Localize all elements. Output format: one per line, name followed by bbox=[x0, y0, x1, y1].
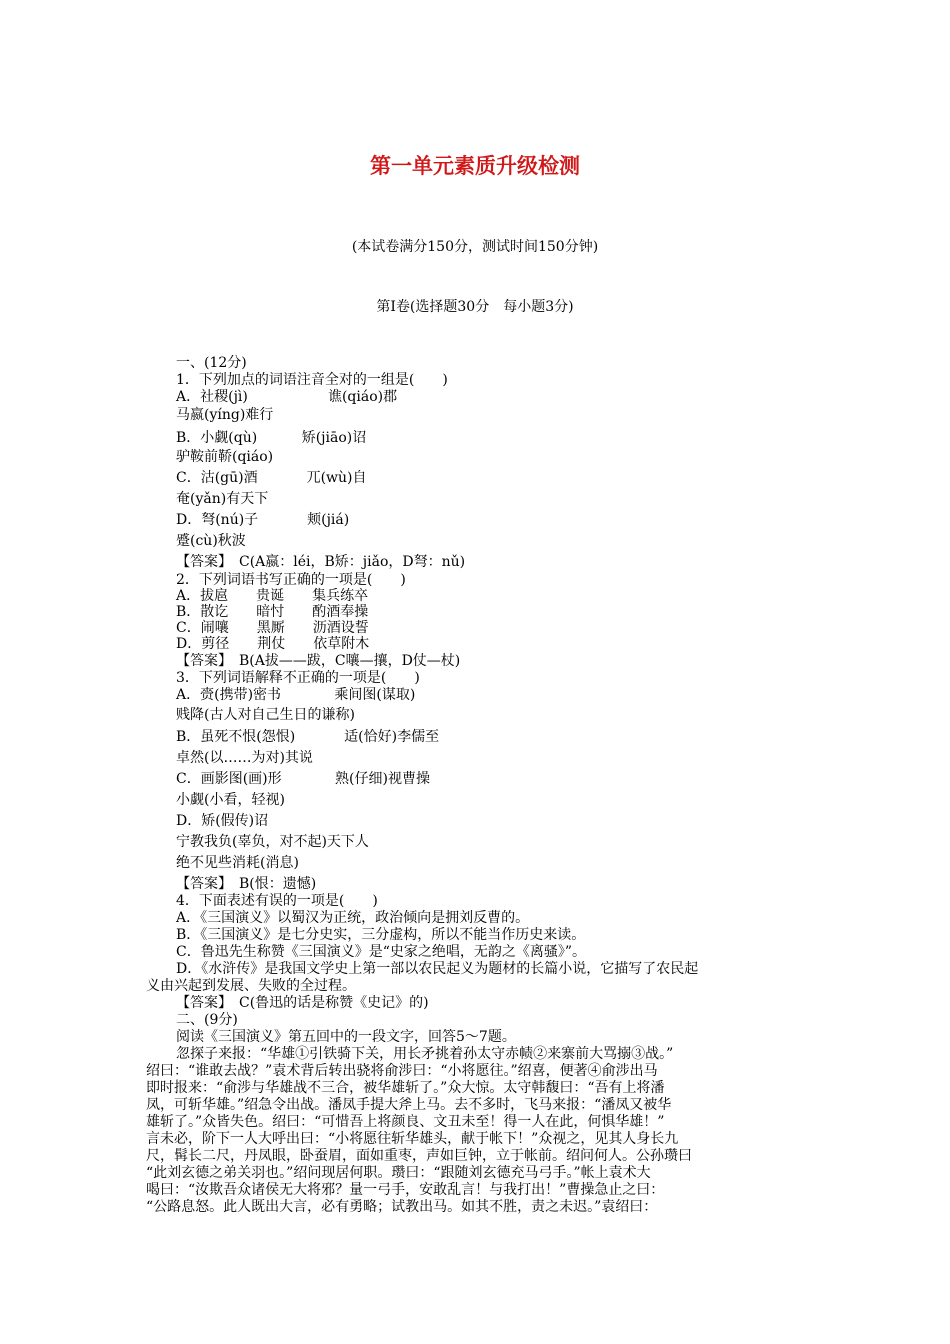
text-line: 卓然(以……为对)其说 bbox=[176, 750, 313, 766]
text-line: 凤，可斩华雄。”绍急令出战。潘凤手提大斧上马。去不多时，飞马来报：“潘凤又被华 bbox=[146, 1097, 672, 1113]
text-line: 马嬴(yíng)难行 bbox=[176, 407, 274, 423]
section-heading: 第Ⅰ卷(选择题30分 每小题3分) bbox=[376, 299, 574, 315]
text-line: “此刘玄德之弟关羽也。”绍问现居何职。瓒曰：“跟随刘玄德充马弓手。”帐上袁术大 bbox=[146, 1165, 651, 1181]
text-line: 一、(12分) bbox=[176, 355, 247, 371]
text-line: B．《三国演义》是七分史实，三分虚构，所以不能当作历史来读。 bbox=[176, 927, 586, 943]
text-line: 3．下列词语解释不正确的一项是( ) bbox=[176, 670, 420, 686]
text-line: D．《水浒传》是我国文学史上第一部以农民起义为题材的长篇小说，它描写了农民起 bbox=[176, 961, 699, 977]
text-line: 即时报来：“俞涉与华雄战不三合，被华雄斩了。”众大惊。太守韩馥曰：“吾有上将潘 bbox=[146, 1080, 665, 1096]
text-line: 宁教我负(辜负，对不起)天下人 bbox=[176, 834, 369, 850]
text-line: A．拔扈 贵诞 集兵练卒 bbox=[176, 588, 369, 604]
text-line: 【答案】 C(鲁迅的话是称赞《史记》的) bbox=[176, 995, 429, 1011]
text-line: A．社稷(jì) 谯(qiáo)郡 bbox=[176, 389, 398, 405]
text-line: 喝曰：“汝欺吾众诸侯无大将邪？量一弓手，安敢乱言！与我打出！”曹操急止之曰： bbox=[146, 1182, 665, 1198]
text-line: 小觑(小看，轻视) bbox=[176, 792, 285, 808]
text-line: 蹙(cù)秋波 bbox=[176, 533, 246, 549]
text-line: 二、(9分) bbox=[176, 1012, 238, 1028]
text-line: 2．下列词语书写正确的一项是( ) bbox=[176, 572, 406, 588]
text-line: 4．下面表述有误的一项是( ) bbox=[176, 893, 378, 909]
text-line: 忽探子来报：“华雄①引铁骑下关，用长矛挑着孙太守赤帻②来寨前大骂搦③战。” bbox=[176, 1046, 674, 1062]
exam-note: (本试卷满分150分，测试时间150分钟) bbox=[351, 239, 599, 255]
text-line: 1．下列加点的词语注音全对的一组是( ) bbox=[176, 372, 448, 388]
text-line: C．沽(gū)酒 兀(wù)自 bbox=[176, 470, 367, 486]
text-line: 奄(yǎn)有天下 bbox=[176, 491, 269, 507]
text-line: A．《三国演义》以蜀汉为正统，政治倾向是拥刘反曹的。 bbox=[176, 910, 530, 926]
text-line: C．鲁迅先生称赞《三国演义》是“史家之绝唱，无韵之《离骚》”。 bbox=[176, 944, 587, 960]
text-line: A．赍(携带)密书 乘间图(谋取) bbox=[176, 687, 416, 703]
text-line: 雄斩了。”众皆失色。绍曰：“可惜吾上将颜良、文丑未至！得一人在此，何惧华雄！” bbox=[146, 1114, 665, 1130]
text-line: 言未必，阶下一人大呼出曰：“小将愿往斩华雄头，献于帐下！”众视之，见其人身长九 bbox=[146, 1131, 679, 1147]
text-line: 贱降(古人对自己生日的谦称) bbox=[176, 707, 355, 723]
text-line: D．剪径 荆仗 依草附木 bbox=[176, 636, 370, 652]
text-line: 【答案】 B(A拔——跋，C嚷—攘，D仗—杖) bbox=[176, 653, 461, 669]
text-line: C．闹嚷 黑厮 沥酒设誓 bbox=[176, 620, 369, 636]
text-line: 【答案】 B(恨：遗憾) bbox=[176, 876, 317, 892]
text-line: 绝不见些消耗(消息) bbox=[176, 855, 299, 871]
text-line: B．散讫 暗忖 酌酒奉操 bbox=[176, 604, 369, 620]
text-line: 尺，髯长二尺，丹凤眼，卧蚕眉，面如重枣，声如巨钟，立于帐前。绍问何人。公孙瓒曰 bbox=[146, 1148, 692, 1164]
text-line: 义由兴起到发展、失败的全过程。 bbox=[146, 978, 356, 994]
text-line: B．小觑(qù) 矫(jiāo)诏 bbox=[176, 430, 367, 446]
text-line: 阅读《三国演义》第五回中的一段文字，回答5～7题。 bbox=[176, 1029, 516, 1045]
text-line: “公路息怒。此人既出大言，必有勇略；试教出马。如其不胜，责之未迟。”袁绍曰： bbox=[146, 1199, 658, 1215]
text-line: D．弩(nú)子 颊(jiá) bbox=[176, 512, 350, 528]
text-line: 【答案】 C(A嬴：léi，B矫：jiǎo，D弩：nǔ) bbox=[176, 554, 466, 570]
text-line: C．画影图(画)形 熟(仔细)视曹操 bbox=[176, 771, 430, 787]
text-line: 绍曰：“谁敢去战？”袁术背后转出骁将俞涉曰：“小将愿往。”绍喜，便著④俞涉出马 bbox=[146, 1063, 658, 1079]
text-line: B．虽死不恨(怨恨) 适(恰好)李儒至 bbox=[176, 729, 440, 745]
text-line: D．矫(假传)诏 bbox=[176, 813, 269, 829]
text-line: 驴鞍前鞒(qiáo) bbox=[176, 449, 274, 465]
document-title: 第一单元素质升级检测 bbox=[370, 154, 580, 178]
